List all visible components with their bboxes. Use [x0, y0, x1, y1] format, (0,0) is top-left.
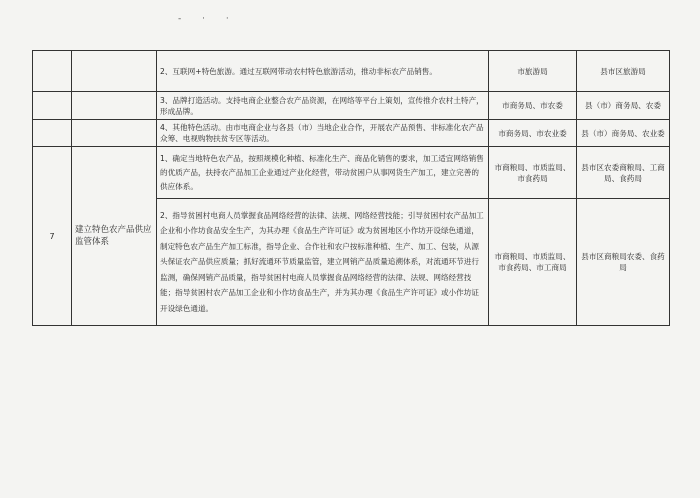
task-description: 2、指导贫困村电商人员掌握食品网络经营的法律、法规、网络经营技能；引导贫困村农产品加工企业和小作坊食品安全生产，为其办理《食品生产许可证》或为贫困地区小作坊开设绿色通道，制定特色农产品生产加工标准，指导企业、合作社和农户按标准种植、生产、加工、包装，从源头保证农产品供应质量；抓好流通环节质量监管，建立网销产品质量追溯体系，对流通环节进行监测，确保网销产品质量，指导贫困村电商人员掌握食品网络经营的法律、法规、网络经营技能；指导贫困村农产品加工企业和小作坊食品生产，并为其办理《食品生产许可证》或小作坊证开设绿色通道。: [157, 199, 489, 326]
lead-unit: 市商粮局、市质监局、市食药局、市工商局: [489, 199, 577, 326]
lead-unit: 市商务局、市农委: [489, 92, 577, 120]
category-cell-empty: [72, 51, 157, 92]
responsible-unit: 县市区旅游局: [577, 51, 670, 92]
task-description: 2、互联网+特色旅游。通过互联网带动农村特色旅游活动，推动非标农产品销售。: [157, 51, 489, 92]
lead-unit: 市商粮局、市质监局、市食药局: [489, 147, 577, 199]
table-row: [33, 51, 670, 92]
section-title: 建立特色农产品供应监管体系: [72, 147, 157, 326]
responsible-unit: 县（市）商务局、农业委: [577, 120, 670, 147]
table-row: [33, 92, 670, 120]
task-description: 4、其他特色活动。由市电商企业与各县（市）当地企业合作，开展农产品预售、非标准化农产品众筹、电视购物扶贫专区等活动。: [157, 120, 489, 147]
header-marks: - · ·: [178, 14, 238, 24]
number-cell-empty: [33, 92, 72, 120]
task-description: 3、品牌打造活动。支持电商企业整合农产品资源，在网络等平台上策划，宣传推介农村土特产，形成品牌。: [157, 92, 489, 120]
table-row: [33, 147, 670, 199]
task-table: [32, 50, 670, 326]
category-cell-empty: [72, 92, 157, 120]
lead-unit: 市旅游局: [489, 51, 577, 92]
section-number: 7: [33, 147, 72, 326]
category-cell-empty: [72, 120, 157, 147]
lead-unit: 市商务局、市农业委: [489, 120, 577, 147]
responsible-unit: 县市区农委商粮局、工商局、食药局: [577, 147, 670, 199]
table-row: [33, 120, 670, 147]
task-description: 1、确定当地特色农产品，按照规模化种植、标准化生产、商品化销售的要求，加工适宜网络销售的优质产品，扶持农产品加工企业通过产业化经营，带动贫困户从事网货生产加工，建立完善的供应体系。: [157, 147, 489, 199]
number-cell-empty: [33, 120, 72, 147]
number-cell-empty: [33, 51, 72, 92]
responsible-unit: 县市区商粮局农委、食药局: [577, 199, 670, 326]
responsible-unit: 县（市）商务局、农委: [577, 92, 670, 120]
